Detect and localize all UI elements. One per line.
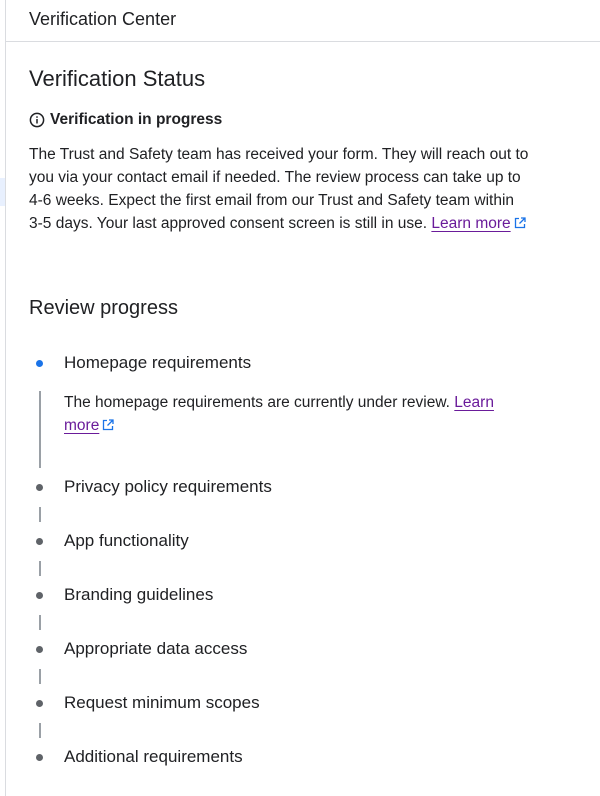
step-status-dot-active [36,360,43,367]
open-in-new-icon[interactable] [102,415,114,427]
review-progress-heading: Review progress [29,297,178,319]
step-status-dot [36,700,43,707]
step-appropriate-data-access: Appropriate data access [64,639,248,658]
top-bar [6,0,600,42]
step-connector-line [39,391,41,468]
step-status-dot [36,592,43,599]
step-status-dot [36,646,43,653]
step-status-dot [36,484,43,491]
page-title: Verification Center [29,9,177,29]
info-icon [29,112,45,128]
step-app-functionality: App functionality [64,531,189,550]
step-connector-line [39,561,41,576]
step-connector-line [39,507,41,522]
status-indicator [29,110,222,130]
step-connector-line [39,669,41,684]
step-connector-line [39,723,41,738]
step-additional-requirements: Additional requirements [64,747,243,766]
verification-status-heading: Verification Status [29,66,206,91]
status-label: Verification in progress [50,111,223,128]
step-status-dot [36,538,43,545]
left-panel-selection-highlight [0,178,5,206]
learn-more-label: Learn more [431,215,511,232]
step-connector-line [39,615,41,630]
open-in-new-icon[interactable] [514,213,526,225]
status-description-text: The Trust and Safety team has received your form. They will reach out to you via your contact email if needed. The review process can take up to 4-6 weeks. Expect the first email from our Trust and Safety team within 3-5 days. Your last approved consent screen is still in use. [29,146,529,232]
left-panel-divider [5,0,6,796]
learn-more-link[interactable] [431,215,510,232]
step-homepage-requirements: Homepage requirements [64,353,252,372]
step-branding-guidelines: Branding guidelines [64,585,214,604]
step-homepage-description [64,391,504,437]
step-privacy-policy-requirements: Privacy policy requirements [64,477,272,496]
step-status-dot [36,754,43,761]
step-homepage-description-text: The homepage requirements are currently under review. [64,394,455,411]
step-request-minimum-scopes: Request minimum scopes [64,693,260,712]
homepage-learn-more-label: Learn more [64,394,494,434]
status-description [29,143,529,235]
